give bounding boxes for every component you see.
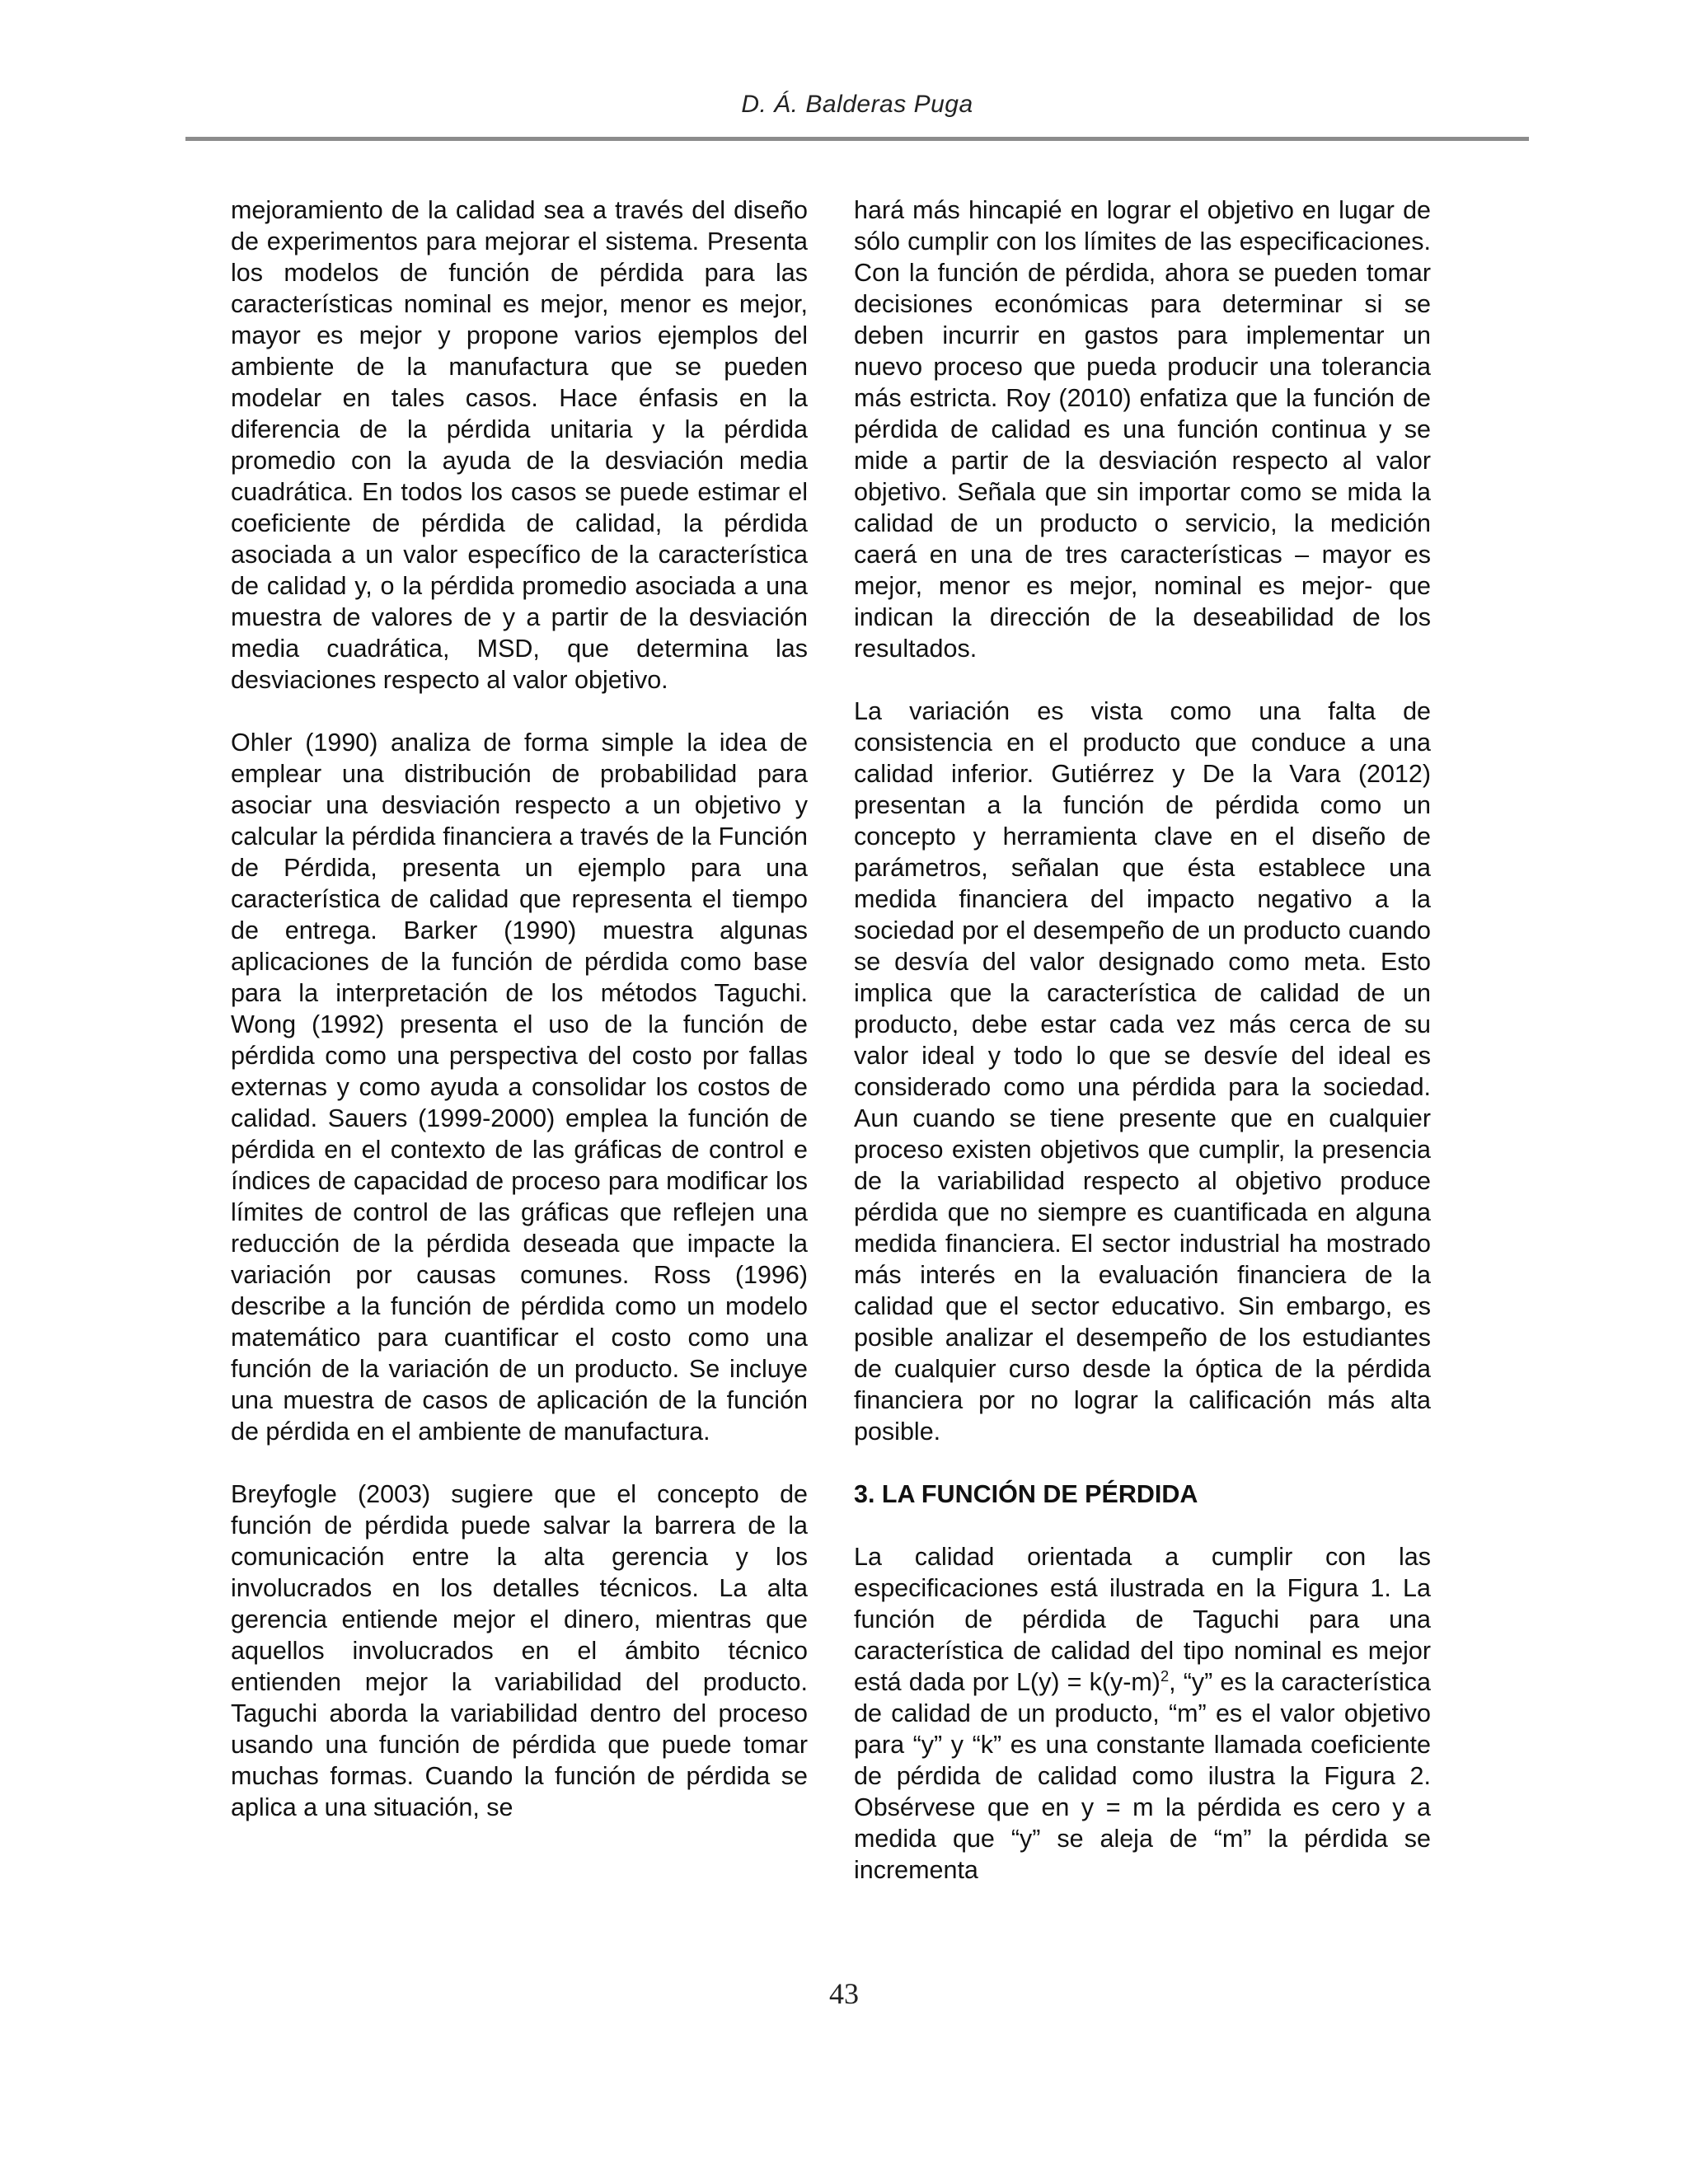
formula-text-after: , “y” es la característica de calidad de un producto, “m” es el valor objetivo para “y” y “k” es una constante llamada coeficiente de pérdida de calidad como ilustra la Figura 2. Obsérvese que en y = m la pérdida es cero y a medida que “y” se aleja de “m” la pérdida se incrementa	[854, 1668, 1431, 1884]
left-column	[231, 194, 808, 1823]
right-column	[854, 194, 1431, 1886]
header-rule	[185, 137, 1529, 141]
right-paragraph-1: hará más hincapié en lograr el objetivo en lugar de sólo cumplir con los límites de las especificaciones. Con la función de pérdida, ahora se pueden tomar decisiones económicas para determinar si se deben incurrir en gastos para implementar un nuevo proceso que pueda producir una tolerancia más estricta. Roy (2010) enfatiza que la función de pérdida de calidad es una función continua y se mide a partir de la desviación respecto al valor objetivo. Señala que sin importar como se mida la calidad de un producto o servicio, la medición caerá en una de tres características – mayor es mejor, menor es mejor, nominal es mejor- que indican la dirección de la deseabilidad de los resultados.	[854, 196, 1431, 663]
page-number: 43	[829, 1977, 859, 2010]
section-heading: 3. LA FUNCIÓN DE PÉRDIDA	[854, 1480, 1198, 1508]
right-paragraph-2: La variación es vista como una falta de consistencia en el producto que conduce a una calidad inferior. Gutiérrez y De la Vara (2012) presentan a la función de pérdida como un concepto y herramienta clave en el diseño de parámetros, señalan que ésta establece una medida financiera del impacto negativo a la sociedad por el desempeño de un producto cuando se desvía del valor designado como meta. Esto implica que la característica de calidad de un producto, debe estar cada vez más cerca de su valor ideal y todo lo que se desvíe del ideal es considerado como una pérdida para la sociedad. Aun cuando se tiene presente que en cualquier proceso existen objetivos que cumplir, la presencia de la variabilidad respecto al objetivo produce pérdida que no siempre es cuantificada en alguna medida financiera. El sector industrial ha mostrado más interés en la evaluación financiera de la calidad que el sector educativo. Sin embargo, es posible analizar el desempeño de los estudiantes de cualquier curso desde la óptica de la pérdida financiera por no lograr la calificación más alta posible.	[854, 697, 1431, 1446]
left-paragraph-2: Ohler (1990) analiza de forma simple la idea de emplear una distribución de probabilidad para asociar una desviación respecto a un objetivo y calcular la pérdida financiera a través de la Función de Pérdida, presenta un ejemplo para una característica de calidad que representa el tiempo de entrega. Barker (1990) muestra algunas aplicaciones de la función de pérdida como base para la interpretación de los métodos Taguchi. Wong (1992) presenta el uso de la función de pérdida como una perspectiva del costo por fallas externas y como ayuda a consolidar los costos de calidad. Sauers (1999-2000) emplea la función de pérdida en el contexto de las gráficas de control e índices de capacidad de proceso para modificar los límites de control de las gráficas que reflejen una reducción de la pérdida deseada que impacte la variación por causas comunes. Ross (1996) describe a la función de pérdida como un modelo matemático para cuantificar el costo como una función de la variación de un producto. Se incluye una muestra de casos de aplicación de la función de pérdida en el ambiente de manufactura.	[231, 729, 808, 1446]
formula-exponent: 2	[1160, 1666, 1170, 1685]
formula-text-before: La calidad orientada a cumplir con las especificaciones está ilustrada en la Figura 1. La función de pérdida de Taguchi para una característica de calidad del tipo nominal es mejor está dada por L(y) = k(y-m)	[854, 1543, 1431, 1696]
running-head: D. Á. Balderas Puga	[741, 91, 973, 118]
left-paragraph-1: mejoramiento de la calidad sea a través del diseño de experimentos para mejorar el sistema. Presenta los modelos de función de pérdida para las características nominal es mejor, menor es mejor, mayor es mejor y propone varios ejemplos del ambiente de la manufactura que se pueden modelar en tales casos. Hace énfasis en la diferencia de la pérdida unitaria y la pérdida promedio con la ayuda de la desviación media cuadrática. En todos los casos se puede estimar el coeficiente de pérdida de calidad, la pérdida asociada a un valor específico de la característica de calidad y, o la pérdida promedio asociada a una muestra de valores de y a partir de la desviación media cuadrática, MSD, que determina las desviaciones respecto al valor objetivo.	[231, 196, 808, 694]
left-paragraph-3: Breyfogle (2003) sugiere que el concepto de función de pérdida puede salvar la barrera de la comunicación entre la alta gerencia y los involucrados en los detalles técnicos. La alta gerencia entiende mejor el dinero, mientras que aquellos involucrados en el ámbito técnico entienden mejor la variabilidad del producto. Taguchi aborda la variabilidad dentro del proceso usando una función de pérdida que puede tomar muchas formas. Cuando la función de pérdida se aplica a una situación, se	[231, 1480, 808, 1821]
right-paragraph-3	[854, 1541, 1431, 1886]
